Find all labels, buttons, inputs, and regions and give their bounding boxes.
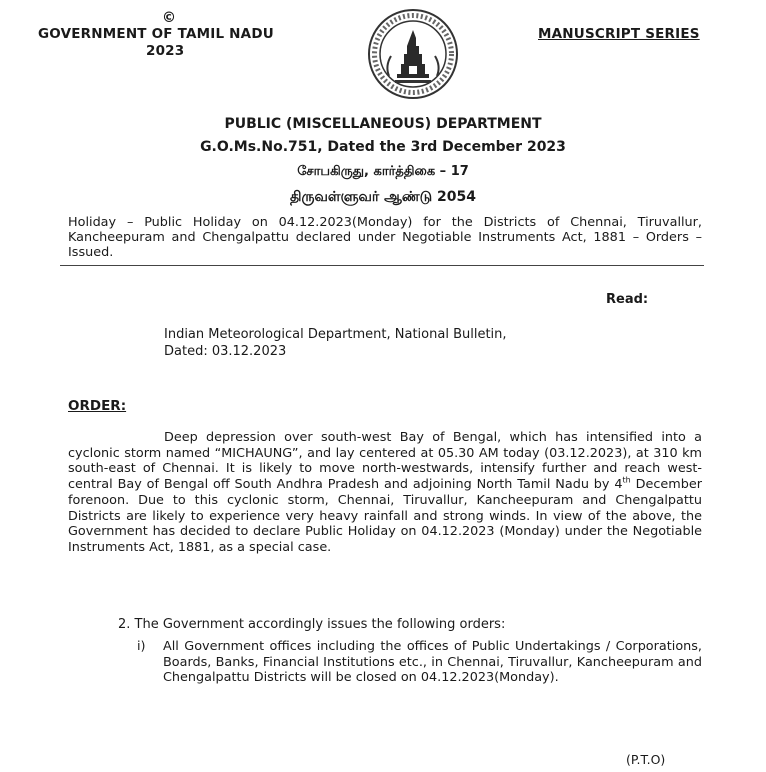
order-item-text: All Government offices including the offices of Public Undertakings / Corporations, Boards, Banks, Financial Institutions etc., in Chennai, Tiruvallur, Kancheepuram and Chengalpattu Districts will be closed on 04.12.2023(Monday).: [163, 639, 702, 686]
copyright-symbol: ©: [162, 10, 176, 26]
order-item-1: [137, 639, 702, 686]
tamil-date: சோபகிருது, கார்த்திகை – 17: [297, 164, 469, 179]
department-title: PUBLIC (MISCELLANEOUS) DEPARTMENT: [224, 116, 542, 132]
government-name: GOVERNMENT OF TAMIL NADU: [38, 26, 274, 42]
reference-line-1: Indian Meteorological Department, National Bulletin,: [164, 327, 507, 342]
tamil-year: திருவள்ளுவர் ஆண்டு 2054: [290, 189, 476, 205]
order-item-number: i): [137, 639, 146, 654]
reference-block: [164, 326, 507, 360]
state-emblem-icon: [367, 8, 459, 100]
para1-text-b: December forenoon. Due to this cyclonic storm, Chennai, Tiruvallur, Kancheepuram and Chengalpattu Districts are likely to experience very heavy rainfall and strong winds. In view of the above, the Government has decided to declare Public Holiday on 04.12.2023 (Monday) under the Negotiable Instruments Act, 1881, as a special case.: [68, 477, 702, 555]
read-label: Read:: [606, 292, 649, 307]
manuscript-series-label: MANUSCRIPT SERIES: [538, 26, 700, 42]
order-paragraph-2: 2. The Government accordingly issues the following orders:: [118, 617, 506, 632]
header-year: 2023: [146, 43, 185, 59]
para1-superscript: th: [622, 475, 631, 485]
order-paragraph-1: [68, 430, 702, 556]
reference-line-2: Dated: 03.12.2023: [164, 344, 287, 359]
subject-line: Holiday – Public Holiday on 04.12.2023(Monday) for the Districts of Chennai, Tiruvallur, Kancheepuram and Chengalpattu declared under Negotiable Instruments Act, 1881 – Orders – Issued.: [68, 215, 702, 260]
subject-divider: [60, 265, 704, 266]
go-number: G.O.Ms.No.751, Dated the 3rd December 2023: [200, 139, 566, 155]
pto-marker: (P.T.O): [626, 752, 666, 767]
para1-text-a: Deep depression over south-west Bay of Bengal, which has intensified into a cyclonic storm named “MICHAUNG”, and lay centered at 05.30 AM today (03.12.2023), at 310 km south-east of Chennai. It is likely to move north-westwards, intensify further and reach west-central Bay of Bengal off South Andhra Pradesh and adjoining North Tamil Nadu by 4: [68, 430, 702, 493]
order-heading: ORDER:: [68, 398, 127, 414]
